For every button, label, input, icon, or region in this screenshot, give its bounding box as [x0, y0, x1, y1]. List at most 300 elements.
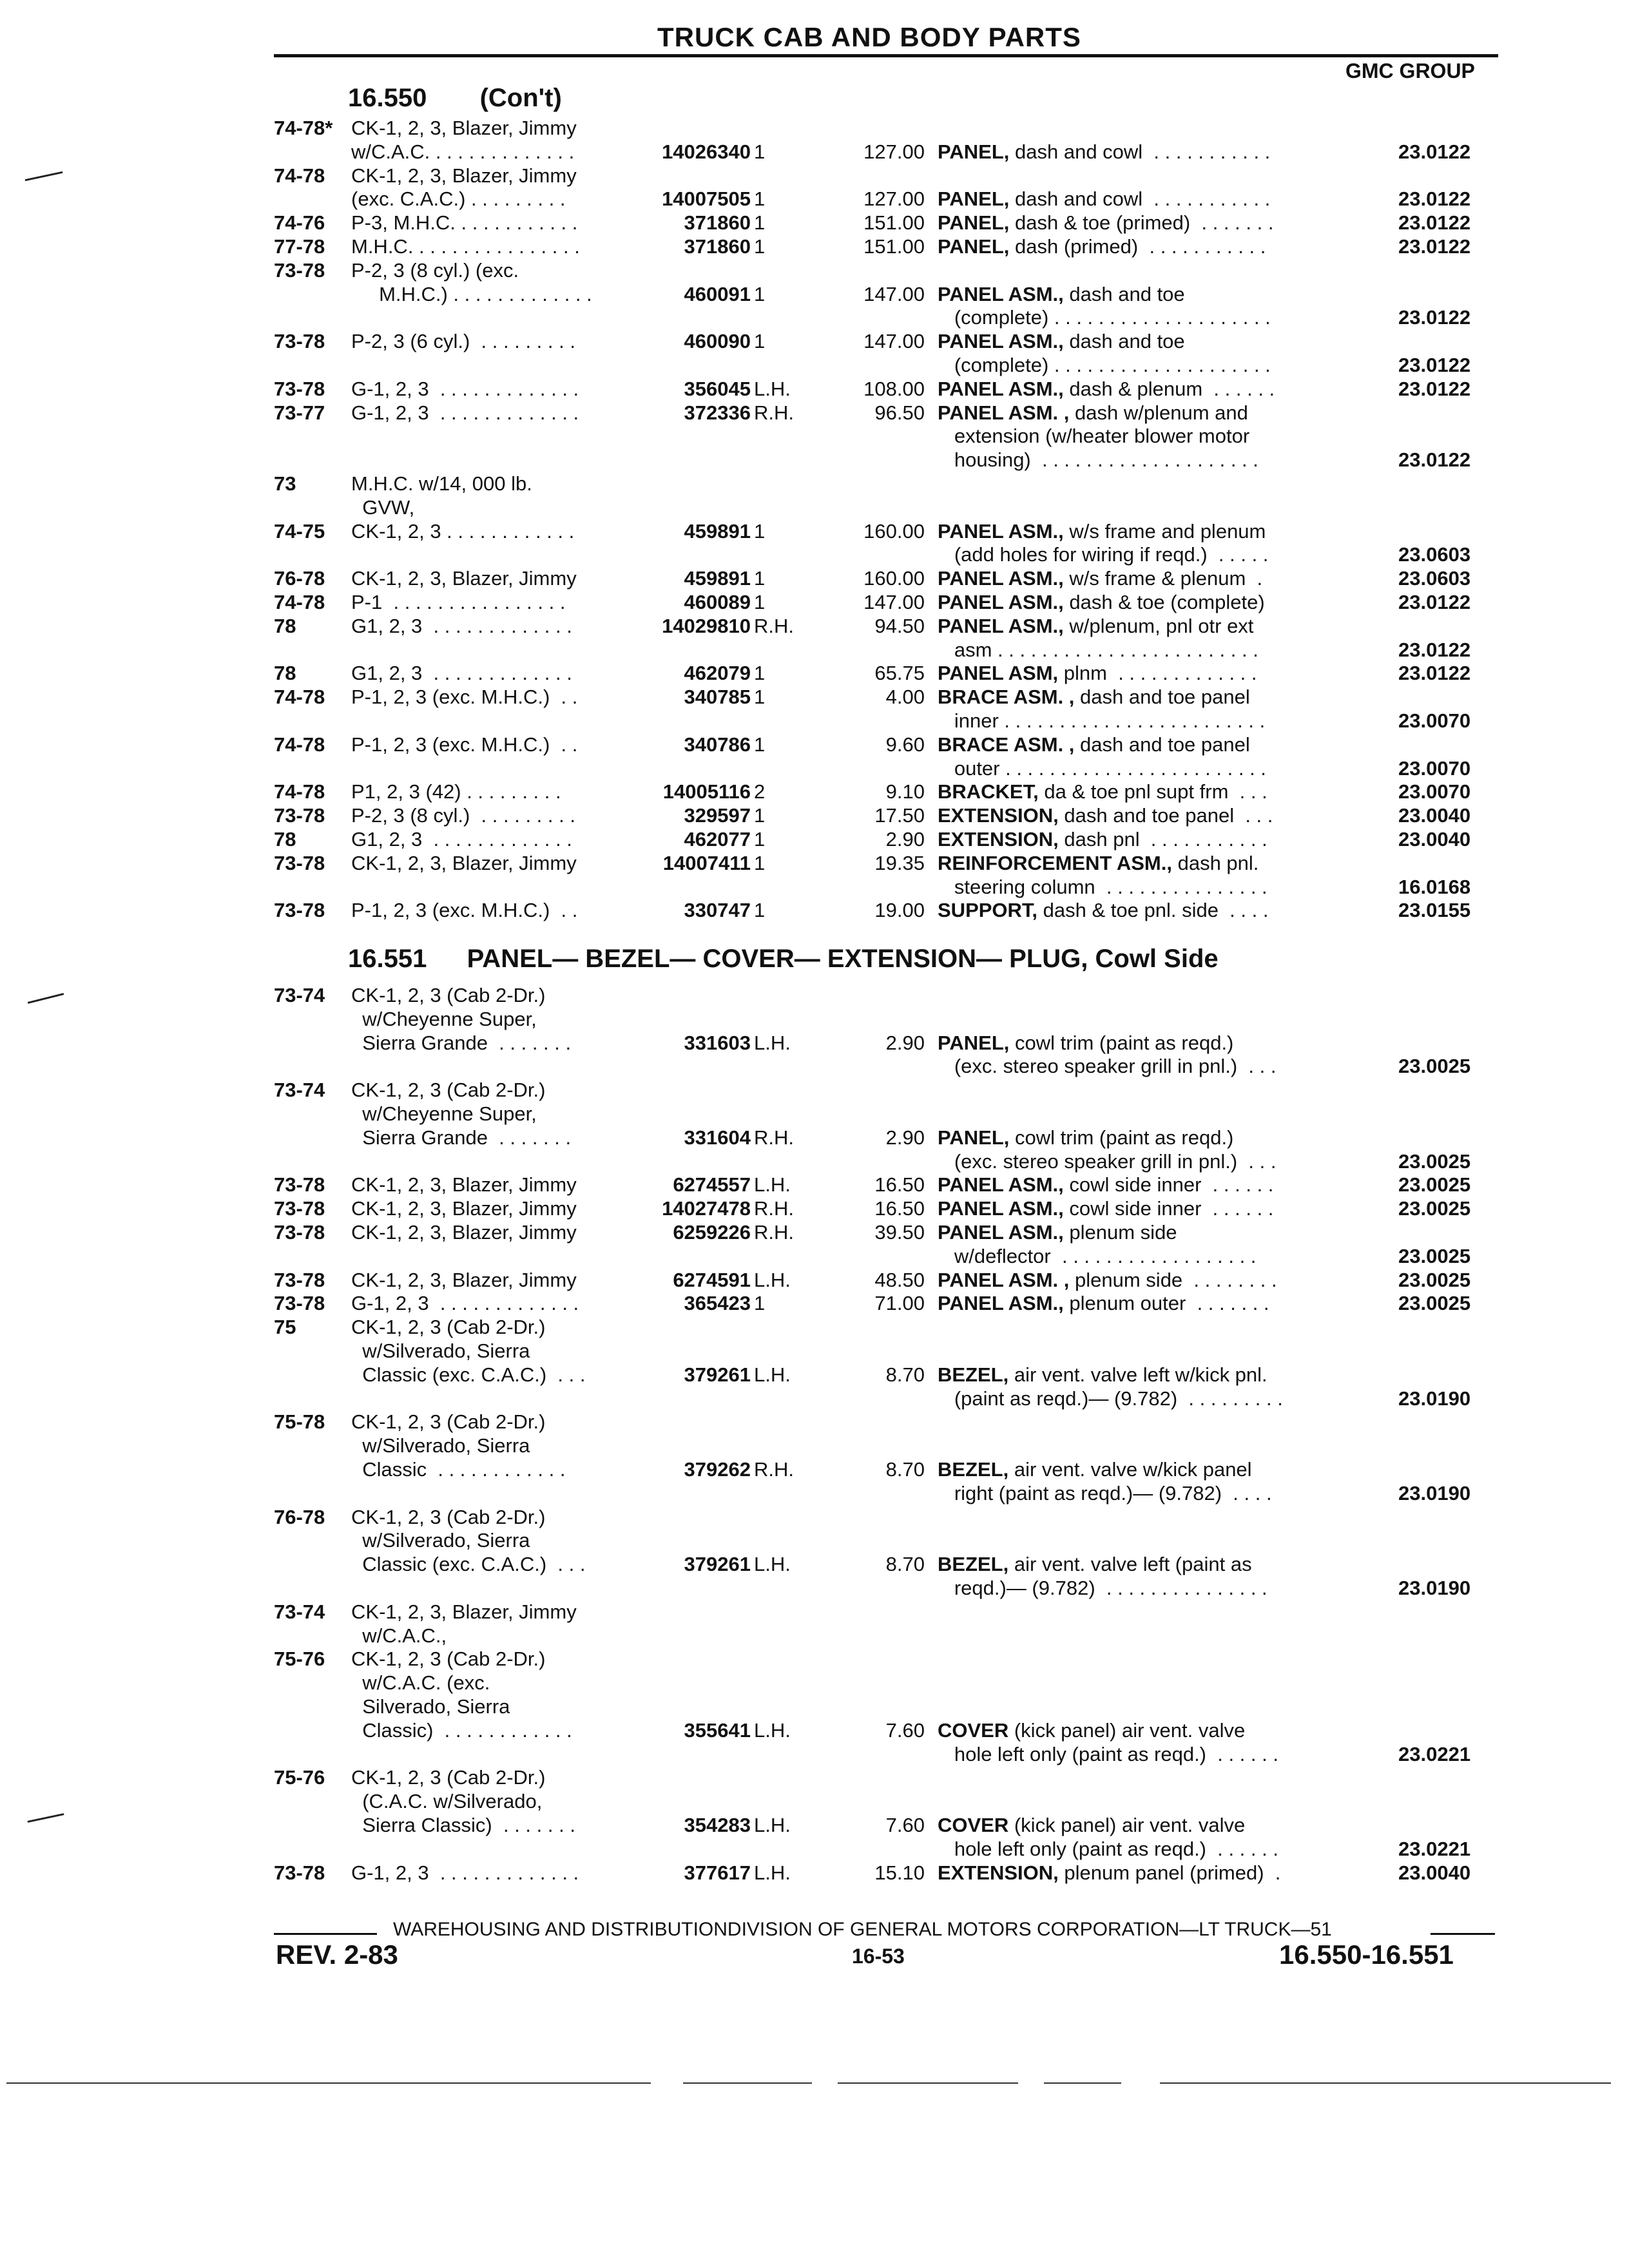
row-quantity: 1 [754, 591, 766, 613]
row-price: 160.00 [863, 567, 925, 590]
row-part-number: 6259226 [673, 1221, 751, 1244]
row-description-detail: dash and toe panel [1074, 686, 1250, 709]
row-description-detail: dash and toe panel . . . [1058, 804, 1273, 827]
row-model: G-1, 2, 3 . . . . . . . . . . . . . [351, 1861, 579, 1884]
row-description-name: PANEL ASM., [938, 1197, 1064, 1220]
row-quantity: 1 [754, 686, 766, 709]
row-model: P-2, 3 (8 cyl.) (exc. [351, 258, 519, 282]
row-model: Classic) . . . . . . . . . . . . [351, 1718, 572, 1742]
row-price: 8.70 [885, 1458, 925, 1481]
row-years: 74-75 [274, 519, 325, 543]
top-rule [274, 54, 1498, 57]
row-price: 65.75 [874, 662, 925, 685]
section-heading-16-550 [348, 84, 562, 113]
footer-revision: REV. 2-83 [276, 1939, 398, 1970]
row-model: G-1, 2, 3 . . . . . . . . . . . . . [351, 401, 579, 424]
row-description-name: BEZEL, [938, 1458, 1009, 1481]
row-description-detail: (kick panel) air vent. valve [1008, 1814, 1246, 1836]
group-label: GMC GROUP [1345, 59, 1475, 82]
row-description-name: REINFORCEMENT ASM., [938, 851, 1172, 874]
row-model: CK-1, 2, 3, Blazer, Jimmy [351, 1197, 577, 1220]
row-price: 8.70 [885, 1553, 925, 1576]
row-price: 94.50 [874, 614, 925, 637]
row-model: Sierra Classic) . . . . . . . [351, 1814, 575, 1836]
row-model: M.H.C. w/14, 000 lb. [351, 472, 532, 495]
row-model: CK-1, 2, 3, Blazer, Jimmy [351, 851, 577, 874]
row-model: P-3, M.H.C. . . . . . . . . . . . [351, 211, 578, 235]
row-price: 15.10 [874, 1861, 925, 1884]
row-description [938, 756, 1266, 780]
row-model: CK-1, 2, 3, Blazer, Jimmy [351, 1173, 577, 1196]
row-model: G1, 2, 3 . . . . . . . . . . . . . [351, 614, 572, 637]
row-description-name: PANEL ASM., [938, 519, 1064, 543]
row-price: 17.50 [874, 804, 925, 827]
row-years: 74-78 [274, 686, 325, 709]
row-description-detail: cowl trim (paint as reqd.) [1009, 1126, 1234, 1149]
row-quantity: L.H. [754, 1814, 791, 1836]
row-part-number: 355641 [684, 1718, 751, 1742]
row-code: 23.0070 [1398, 756, 1471, 780]
row-code: 23.0070 [1398, 709, 1471, 732]
row-model: CK-1, 2, 3 (Cab 2-Dr.) [351, 1410, 546, 1434]
row-description-detail: dash & toe (complete) [1063, 591, 1265, 613]
row-code: 23.0221 [1398, 1837, 1471, 1860]
row-description-detail: dash & toe pnl. side . . . . [1037, 899, 1269, 922]
row-description-name: BRACE ASM. , [938, 733, 1075, 756]
row-model: CK-1, 2, 3, Blazer, Jimmy [351, 1600, 577, 1623]
row-part-number: 459891 [684, 519, 751, 543]
row-code: 23.0603 [1398, 567, 1471, 590]
row-years: 73-78 [274, 804, 325, 827]
row-quantity: R.H. [754, 1221, 794, 1244]
row-quantity: L.H. [754, 1718, 791, 1742]
row-description-name: PANEL ASM., [938, 282, 1064, 305]
row-description [938, 827, 1268, 851]
row-description [938, 519, 1266, 543]
row-code: 23.0122 [1398, 662, 1471, 685]
row-description [938, 1031, 1233, 1055]
row-description [938, 1268, 1277, 1292]
row-quantity: 1 [754, 804, 766, 827]
row-price: 2.90 [885, 1126, 925, 1149]
row-model: G1, 2, 3 . . . . . . . . . . . . . [351, 662, 572, 685]
row-part-number: 460089 [684, 591, 751, 613]
row-code: 23.0122 [1398, 211, 1471, 235]
row-description-name: PANEL ASM., [938, 377, 1064, 400]
row-code: 23.0070 [1398, 780, 1471, 803]
footer-section-range: 16.550-16.551 [1279, 1939, 1454, 1970]
row-description [938, 1244, 1256, 1268]
row-description [938, 377, 1275, 401]
row-model: Sierra Grande . . . . . . . [351, 1126, 572, 1149]
row-description [938, 1576, 1268, 1600]
row-part-number: 371860 [684, 235, 751, 258]
row-description [938, 803, 1273, 827]
row-description-name: BEZEL, [938, 1363, 1009, 1386]
row-description-name: EXTENSION, [938, 1861, 1059, 1884]
row-price: 108.00 [863, 377, 925, 400]
row-code: 23.0122 [1398, 306, 1471, 329]
row-description-detail: air vent. valve left (paint as [1008, 1553, 1252, 1576]
row-description [938, 401, 1248, 425]
row-description [938, 875, 1268, 899]
row-description [938, 424, 1249, 448]
row-quantity: R.H. [754, 1197, 794, 1220]
row-part-number: 460091 [684, 282, 751, 305]
section-heading-16-551 [348, 945, 1219, 974]
row-part-number: 14026340 [662, 140, 751, 163]
row-model: w/Silverado, Sierra [351, 1340, 530, 1362]
row-description-name: PANEL ASM., [938, 1221, 1064, 1244]
row-description-name: PANEL, [938, 1031, 1010, 1054]
row-years: 75 [274, 1316, 296, 1339]
row-code: 23.0040 [1398, 1861, 1471, 1884]
row-quantity: L.H. [754, 1031, 791, 1054]
row-model: w/Silverado, Sierra [351, 1434, 530, 1457]
row-description [938, 1126, 1233, 1149]
row-description-detail: w/deflector . . . . . . . . . . . . . . . . . . [938, 1244, 1257, 1267]
row-quantity: 1 [754, 140, 766, 163]
row-model: CK-1, 2, 3, Blazer, Jimmy [351, 1221, 577, 1244]
row-part-number: 14029810 [662, 614, 751, 637]
row-part-number: 365423 [684, 1292, 751, 1315]
row-part-number: 330747 [684, 899, 751, 922]
row-code: 23.0122 [1398, 638, 1471, 661]
margin-punch-mark [27, 993, 64, 1004]
section-title: PANEL— BEZEL— COVER— EXTENSION— PLUG, Cowl Side [467, 945, 1219, 973]
row-price: 151.00 [863, 235, 925, 258]
row-part-number: 6274591 [673, 1268, 751, 1291]
row-years: 73-78 [274, 377, 325, 400]
row-description-detail: reqd.)— (9.782) . . . . . . . . . . . . . . . [938, 1577, 1268, 1599]
row-part-number: 462077 [684, 828, 751, 850]
row-description-name: COVER [938, 1718, 1009, 1742]
row-part-number: 379261 [684, 1553, 751, 1576]
row-description-detail: inner . . . . . . . . . . . . . . . . . . . . . . . . [938, 709, 1266, 732]
row-model: CK-1, 2, 3, Blazer, Jimmy [351, 164, 577, 187]
row-description [938, 305, 1271, 329]
row-description [938, 140, 1270, 164]
row-price: 7.60 [885, 1718, 925, 1742]
row-price: 48.50 [874, 1268, 925, 1291]
row-part-number: 340785 [684, 686, 751, 709]
row-years: 75-76 [274, 1648, 325, 1671]
row-years: 73-78 [274, 1268, 325, 1291]
row-part-number: 6274557 [673, 1173, 751, 1196]
row-years: 76-78 [274, 567, 325, 590]
row-description [938, 898, 1268, 922]
row-quantity: 2 [754, 780, 766, 803]
row-description [938, 1363, 1268, 1387]
row-description-detail: housing) . . . . . . . . . . . . . . . . . . . . [938, 448, 1258, 472]
row-part-number: 14007505 [662, 187, 751, 211]
row-years: 73-78 [274, 258, 325, 282]
row-years: 74-76 [274, 211, 325, 235]
row-code: 23.0025 [1398, 1268, 1471, 1291]
row-years: 73-74 [274, 1600, 325, 1623]
row-code: 23.0122 [1398, 591, 1471, 613]
row-model: CK-1, 2, 3, Blazer, Jimmy [351, 1268, 577, 1291]
row-description [938, 353, 1271, 377]
row-description-detail: dash pnl . . . . . . . . . . . [1058, 828, 1268, 850]
row-model: w/C.A.C. (exc. [351, 1671, 490, 1695]
row-quantity: R.H. [754, 614, 794, 637]
row-years: 73 [274, 472, 296, 495]
row-description [938, 1149, 1276, 1173]
row-price: 8.70 [885, 1363, 925, 1386]
row-code: 23.0122 [1398, 448, 1471, 472]
row-description [938, 1718, 1245, 1742]
row-part-number: 329597 [684, 804, 751, 827]
row-description [938, 661, 1257, 685]
row-code: 23.0190 [1398, 1387, 1471, 1410]
row-years: 73-78 [274, 851, 325, 874]
row-description-detail: w/s frame and plenum [1063, 519, 1266, 543]
row-part-number: 14027478 [662, 1197, 751, 1220]
row-description-name: PANEL ASM., [938, 330, 1064, 353]
row-price: 147.00 [863, 591, 925, 613]
row-years: 73-78 [274, 1173, 325, 1196]
row-description [938, 709, 1265, 733]
row-years: 73-78 [274, 330, 325, 353]
row-part-number: 356045 [684, 377, 751, 400]
row-model: P-1 . . . . . . . . . . . . . . . . [351, 591, 566, 613]
row-description-detail: dash and toe [1063, 282, 1185, 305]
row-model: w/C.A.C. . . . . . . . . . . . . . [351, 140, 575, 163]
row-description-detail: plenum side [1063, 1221, 1177, 1244]
row-part-number: 331604 [684, 1126, 751, 1149]
row-price: 16.50 [874, 1173, 925, 1196]
row-description-detail: dash and cowl . . . . . . . . . . . [1009, 140, 1271, 163]
row-model: P1, 2, 3 (42) . . . . . . . . . [351, 780, 561, 803]
row-model: w/C.A.C., [351, 1624, 447, 1647]
row-years: 73-77 [274, 401, 325, 424]
row-quantity: 1 [754, 519, 766, 543]
row-years: 74-78 [274, 591, 325, 613]
row-price: 127.00 [863, 187, 925, 211]
row-description-detail: extension (w/heater blower motor [938, 425, 1250, 448]
row-code: 23.0190 [1398, 1577, 1471, 1599]
row-part-number: 379262 [684, 1458, 751, 1481]
row-description-detail: (complete) . . . . . . . . . . . . . . . . . . . . [938, 306, 1271, 329]
row-model: P-2, 3 (6 cyl.) . . . . . . . . . [351, 330, 575, 353]
row-model: CK-1, 2, 3 (Cab 2-Dr.) [351, 1766, 546, 1789]
row-description-name: PANEL ASM., [938, 614, 1064, 637]
row-description-name: EXTENSION, [938, 828, 1059, 850]
row-description-detail: dash w/plenum and [1069, 401, 1248, 424]
row-code: 23.0122 [1398, 354, 1471, 376]
scan-rule [6, 2082, 651, 2084]
row-description-detail: dash pnl. [1171, 851, 1259, 874]
row-model: Classic (exc. C.A.C.) . . . [351, 1363, 586, 1386]
row-description [938, 638, 1258, 662]
margin-punch-mark [24, 171, 63, 181]
row-description-detail: w/s frame & plenum . [1063, 567, 1263, 590]
row-quantity: 1 [754, 211, 766, 235]
row-part-number: 460090 [684, 330, 751, 353]
row-part-number: 14007411 [662, 851, 751, 874]
row-description-detail: (complete) . . . . . . . . . . . . . . . . . . . . [938, 354, 1271, 376]
footer-rule-right [1431, 1933, 1495, 1935]
row-description-name: PANEL, [938, 187, 1010, 211]
row-model: P-2, 3 (8 cyl.) . . . . . . . . . [351, 804, 575, 827]
row-model: CK-1, 2, 3 . . . . . . . . . . . . [351, 519, 575, 543]
row-years: 73-78 [274, 1861, 325, 1884]
row-description-detail: dash (primed) . . . . . . . . . . . [1009, 235, 1266, 258]
row-quantity: 1 [754, 567, 766, 590]
row-part-number: 371860 [684, 211, 751, 235]
row-code: 23.0122 [1398, 140, 1471, 163]
row-model: P-1, 2, 3 (exc. M.H.C.) . . [351, 899, 578, 922]
row-description-detail: (exc. stereo speaker grill in pnl.) . . . [938, 1149, 1277, 1173]
row-description [938, 733, 1250, 756]
row-quantity: 1 [754, 330, 766, 353]
row-model: CK-1, 2, 3 (Cab 2-Dr.) [351, 1648, 546, 1671]
row-years: 74-78 [274, 733, 325, 756]
row-description [938, 235, 1266, 258]
row-description-detail: w/plenum, pnl otr ext [1063, 614, 1254, 637]
row-description [938, 1552, 1252, 1576]
row-description [938, 1742, 1278, 1766]
footer-rule-left [274, 1933, 377, 1935]
row-description [938, 282, 1185, 306]
row-years: 74-78* [274, 117, 333, 139]
row-description-detail: (kick panel) air vent. valve [1008, 1718, 1246, 1742]
row-years: 78 [274, 662, 296, 685]
row-quantity: L.H. [754, 377, 791, 400]
row-model: M.H.C.) . . . . . . . . . . . . . [351, 282, 592, 305]
row-description [938, 1387, 1283, 1410]
row-part-number: 372336 [684, 401, 751, 424]
row-description-detail: dash and toe panel [1074, 733, 1250, 756]
row-years: 73-74 [274, 984, 325, 1006]
row-price: 9.60 [885, 733, 925, 756]
row-price: 2.90 [885, 828, 925, 850]
row-description-detail: (paint as reqd.)— (9.782) . . . . . . . . . [938, 1387, 1283, 1410]
row-model: (exc. C.A.C.) . . . . . . . . . [351, 187, 566, 211]
row-description [938, 1481, 1272, 1505]
row-price: 71.00 [874, 1292, 925, 1315]
row-quantity: 1 [754, 187, 766, 211]
row-description-detail: air vent. valve left w/kick pnl. [1008, 1363, 1268, 1386]
row-price: 96.50 [874, 401, 925, 424]
row-description-name: SUPPORT, [938, 899, 1038, 922]
row-description-detail: plenum panel (primed) . [1058, 1861, 1281, 1884]
row-price: 127.00 [863, 140, 925, 163]
row-description-name: PANEL ASM. , [938, 401, 1070, 424]
row-description-name: PANEL ASM., [938, 591, 1064, 613]
row-model: CK-1, 2, 3 (Cab 2-Dr.) [351, 1079, 546, 1102]
row-code: 23.0040 [1398, 804, 1471, 827]
row-description-name: BRACE ASM. , [938, 686, 1075, 709]
row-description-detail: hole left only (paint as reqd.) . . . . . . [938, 1837, 1278, 1860]
row-model: CK-1, 2, 3 (Cab 2-Dr.) [351, 1316, 546, 1339]
row-description [938, 1837, 1278, 1861]
row-quantity: 1 [754, 1292, 766, 1315]
row-years: 73-78 [274, 1292, 325, 1315]
row-part-number: 14005116 [662, 780, 751, 803]
row-part-number: 462079 [684, 662, 751, 685]
row-model: Classic . . . . . . . . . . . . [351, 1458, 566, 1481]
row-quantity: R.H. [754, 1126, 794, 1149]
row-description-detail: cowl side inner . . . . . . [1063, 1197, 1274, 1220]
row-code: 23.0221 [1398, 1742, 1471, 1765]
row-description [938, 1457, 1252, 1481]
row-description-detail: dash and cowl . . . . . . . . . . . [1009, 187, 1271, 211]
row-model: CK-1, 2, 3, Blazer, Jimmy [351, 567, 577, 590]
row-description [938, 1173, 1273, 1196]
row-quantity: 1 [754, 899, 766, 922]
row-model: (C.A.C. w/Silverado, [351, 1790, 543, 1813]
row-quantity: L.H. [754, 1363, 791, 1386]
row-model: Silverado, Sierra [351, 1695, 510, 1718]
row-code: 23.0025 [1398, 1173, 1471, 1196]
row-price: 151.00 [863, 211, 925, 235]
row-description-detail: cowl trim (paint as reqd.) [1009, 1031, 1234, 1054]
row-model: G-1, 2, 3 . . . . . . . . . . . . . [351, 377, 579, 400]
row-description [938, 685, 1250, 709]
row-description [938, 1813, 1245, 1837]
row-model: M.H.C. . . . . . . . . . . . . . . . [351, 235, 580, 258]
row-description [938, 590, 1265, 614]
row-quantity: L.H. [754, 1268, 791, 1291]
row-years: 73-74 [274, 1079, 325, 1102]
scan-rule [683, 2082, 812, 2084]
row-description [938, 1220, 1177, 1244]
row-description-name: BEZEL, [938, 1553, 1009, 1576]
row-description-detail: right (paint as reqd.)— (9.782) . . . . [938, 1481, 1272, 1504]
row-price: 2.90 [885, 1031, 925, 1054]
row-code: 23.0040 [1398, 828, 1471, 850]
row-description-name: PANEL ASM, [938, 662, 1059, 685]
row-code: 23.0025 [1398, 1244, 1471, 1267]
row-description-detail: asm . . . . . . . . . . . . . . . . . . . . . . . . [938, 638, 1258, 661]
scan-rule [1160, 2082, 1611, 2084]
row-years: 75-78 [274, 1410, 325, 1434]
row-description-detail: hole left only (paint as reqd.) . . . . . . [938, 1742, 1278, 1765]
row-years: 77-78 [274, 235, 325, 258]
row-code: 23.0025 [1398, 1292, 1471, 1315]
row-description [938, 187, 1270, 211]
row-description-name: PANEL, [938, 1126, 1010, 1149]
row-description [938, 1054, 1276, 1078]
row-years: 73-78 [274, 1197, 325, 1220]
row-years: 78 [274, 828, 296, 850]
row-price: 9.10 [885, 780, 925, 803]
row-price: 39.50 [874, 1221, 925, 1244]
row-description-name: PANEL ASM. , [938, 1268, 1070, 1291]
row-quantity: L.H. [754, 1861, 791, 1884]
row-part-number: 377617 [684, 1861, 751, 1884]
row-years: 74-78 [274, 164, 325, 187]
row-code: 23.0025 [1398, 1149, 1471, 1173]
row-quantity: 1 [754, 662, 766, 685]
row-years: 78 [274, 614, 296, 637]
row-model: CK-1, 2, 3, Blazer, Jimmy [351, 117, 577, 139]
row-description-detail: outer . . . . . . . . . . . . . . . . . . . . . . . . [938, 756, 1266, 780]
row-price: 4.00 [885, 686, 925, 709]
row-years: 73-78 [274, 899, 325, 922]
row-model: G-1, 2, 3 . . . . . . . . . . . . . [351, 1292, 579, 1315]
row-description [938, 543, 1268, 566]
row-description-detail: plnm . . . . . . . . . . . . . [1058, 662, 1257, 685]
row-code: 23.0025 [1398, 1055, 1471, 1078]
row-price: 19.00 [874, 899, 925, 922]
row-quantity: 1 [754, 733, 766, 756]
row-description-name: EXTENSION, [938, 804, 1059, 827]
row-description-detail: da & toe pnl supt frm . . . [1038, 780, 1268, 803]
row-description-name: COVER [938, 1814, 1009, 1836]
